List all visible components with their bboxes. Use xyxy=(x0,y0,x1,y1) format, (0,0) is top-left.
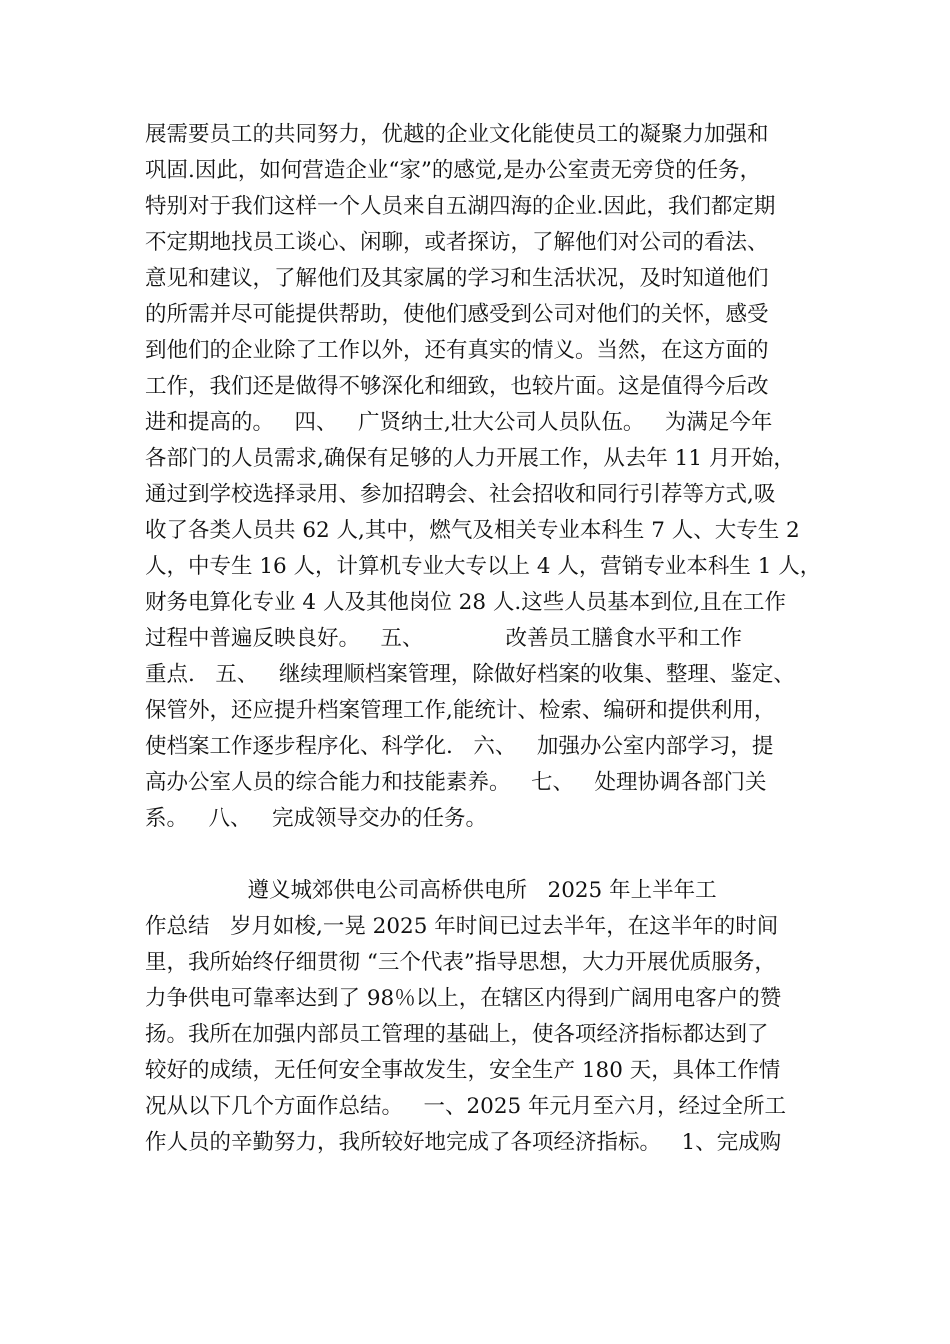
text-line: 较好的成绩，无任何安全事故发生，安全生产 180 天，具体工作情 xyxy=(145,1058,781,1083)
text-line: 高办公室人员的综合能力和技能素养。 七、 处理协调各部门关 xyxy=(145,770,767,795)
text-line: 的所需并尽可能提供帮助，使他们感受到公司对他们的关怀，感受 xyxy=(145,302,769,327)
text-line: 重点. 五、 继续理顺档案管理，除做好档案的收集、整理、鉴定、 xyxy=(145,662,795,687)
text-line: 不定期地找员工谈心、闲聊，或者探访，了解他们对公司的看法、 xyxy=(145,230,769,255)
text-line: 到他们的企业除了工作以外，还有真实的情义。当然，在这方面的 xyxy=(145,338,769,363)
text-line: 巩固.因此，如何营造企业“家”的感觉,是办公室责无旁贷的任务， xyxy=(145,158,762,183)
text-line: 各部门的人员需求,确保有足够的人力开展工作，从去年 11 月开始， xyxy=(145,446,795,471)
text-line: 力争供电可靠率达到了 98％以上，在辖区内得到广阔用电客户的赞 xyxy=(145,986,782,1011)
text-line: 扬。我所在加强内部员工管理的基础上，使各项经济指标都达到了 xyxy=(145,1022,769,1047)
text-line: 展需要员工的共同努力，优越的企业文化能使员工的凝聚力加强和 xyxy=(145,122,769,147)
text-line: 使档案工作逐步程序化、科学化. 六、 加强办公室内部学习，提 xyxy=(145,734,774,759)
text-line: 工作，我们还是做得不够深化和细致，也较片面。这是值得今后改 xyxy=(145,374,769,399)
text-line: 系。 八、 完成领导交办的任务。 xyxy=(145,806,488,831)
text-line: 特别对于我们这样一个人员来自五湖四海的企业.因此，我们都定期 xyxy=(145,194,776,219)
text-line: 过程中普遍反映良好。 五、 改善员工膳食水平和工作 xyxy=(145,626,743,651)
text-line: 进和提高的。 四、 广贤纳士,壮大公司人员队伍。 为满足今年 xyxy=(145,410,773,435)
text-line: 作人员的辛勤努力，我所较好地完成了各项经济指标。 1、完成购 xyxy=(145,1130,782,1155)
text-line: 况从以下几个方面作总结。 一、2025 年元月至六月，经过全所工 xyxy=(145,1094,787,1119)
text-line: 通过到学校选择录用、参加招聘会、社会招收和同行引荐等方式,吸 xyxy=(145,482,776,507)
text-line: 意见和建议，了解他们及其家属的学习和生活状况，及时知道他们 xyxy=(145,266,769,291)
text-line: 遵义城郊供电公司高桥供电所 2025 年上半年工 xyxy=(145,878,717,903)
text-line: 人，中专生 16 人，计算机专业大专以上 4 人，营销专业本科生 1 人， xyxy=(145,554,822,579)
text-line: 作总结 岁月如梭,一晃 2025 年时间已过去半年，在这半年的时间 xyxy=(145,914,779,939)
text-line: 保管外，还应提升档案管理工作,能统计、检索、编研和提供利用， xyxy=(145,698,776,723)
text-line: 收了各类人员共 62 人,其中，燃气及相关专业本科生 7 人、大专生 2 xyxy=(145,518,800,543)
text-line: 里，我所始终仔细贯彻 “三个代表”指导思想，大力开展优质服务， xyxy=(145,950,776,975)
text-line: 财务电算化专业 4 人及其他岗位 28 人.这些人员基本到位,且在工作 xyxy=(145,590,787,615)
